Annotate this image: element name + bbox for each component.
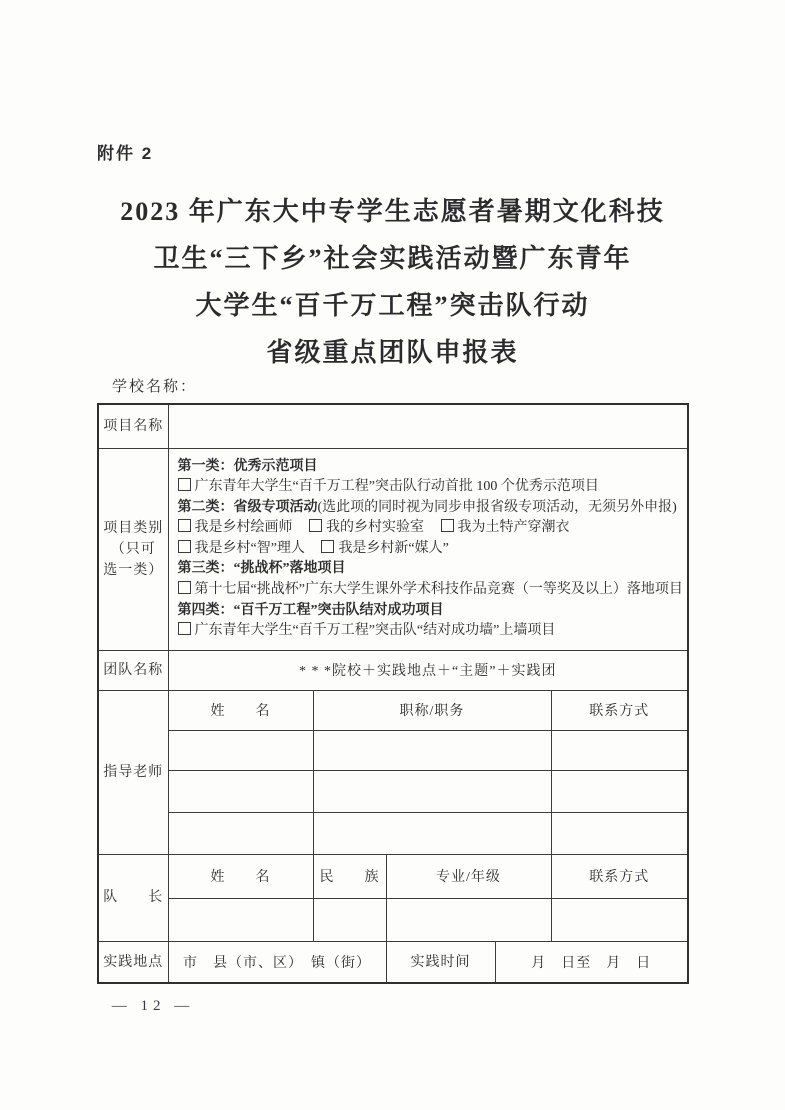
advisor-row-2 [98,770,688,812]
checkbox-icon [321,540,334,553]
category-2-heading [178,498,684,519]
option-label: 我是乡村“智”理人 [194,540,305,556]
option-label: 广东青年大学生“百千万工程”突击队“结对成功墙”上墙项目 [194,623,556,639]
leader-name-cell [168,898,313,941]
practice-time-value: 月 日至 月 日 [495,941,688,983]
leader-ethnicity-cell [313,898,386,941]
category-3-heading-text: 第三类：“挑战杯”落地项目 [177,561,346,577]
practice-row [98,941,688,983]
advisor-name-header: 姓 名 [168,690,313,730]
checkbox-icon [309,519,322,532]
project-name-value-cell [168,404,688,448]
advisor-2-title-cell [313,770,551,812]
option-label: 我的乡村实验室 [326,520,424,536]
category-4-option-line [178,621,684,642]
advisor-2-name-cell [168,770,313,812]
leader-major-header: 专业/年级 [386,854,551,898]
project-category-row [98,448,688,650]
project-name-label: 项目名称 [98,404,168,448]
option-label: 广东青年大学生“百千万工程”突击队行动首批 100 个优秀示范项目 [194,479,599,495]
title-line-2: 卫生“三下乡”社会实践活动暨广东青年 [153,244,632,273]
advisor-1-name-cell [168,730,313,770]
advisor-row-3 [98,812,688,854]
leader-ethnicity-header: 民 族 [313,854,386,898]
advisors-label: 指导老师 [98,690,168,854]
checkbox-option [178,541,305,556]
practice-location-text: 市 县（市、区） 镇（街） [168,941,386,983]
form-title [40,188,745,376]
checkbox-option [178,520,293,535]
advisor-title-header: 职称/职务 [313,690,551,730]
advisor-3-title-cell [313,812,551,854]
leader-contact-cell [551,898,688,941]
option-label: 我为土特产穿潮衣 [457,520,570,536]
page-number: — 12 — [111,998,195,1014]
checkbox-option [178,582,683,597]
advisor-1-contact-cell [551,730,688,770]
option-label: 我是乡村绘画师 [194,520,293,536]
option-label: 我是乡村新“媒人” [338,540,449,556]
category-1-option-line [178,477,684,498]
application-table [97,403,689,984]
checkbox-option [309,520,424,535]
project-category-label-line-3: 选一类） [103,562,164,578]
attachment-label: 附件 2 [97,144,154,163]
category-4-heading-text: 第四类：“百千万工程”突击队结对成功项目 [177,602,444,618]
leader-row [98,898,688,941]
checkbox-icon [178,622,191,635]
project-category-label [98,448,168,650]
advisor-row-1 [98,730,688,770]
category-3-heading [178,559,684,580]
option-label: 第十七届“挑战杯”广东大学生课外学术科技作品竞赛（一等奖及以上）落地项目 [194,582,683,598]
checkbox-icon [441,519,454,532]
leader-name-header: 姓 名 [168,854,313,898]
category-3-option-line [178,580,684,601]
practice-time-label: 实践时间 [386,941,495,983]
checkbox-icon [178,581,191,594]
advisor-1-title-cell [313,730,551,770]
leader-major-cell [386,898,551,941]
project-category-options-cell [168,448,688,650]
leader-label: 队 长 [98,854,168,941]
team-name-label: 团队名称 [98,650,168,690]
leader-contact-header: 联系方式 [551,854,688,898]
team-name-row [98,650,688,690]
team-name-value: * * *院校＋实践地点＋“主题”＋实践团 [168,650,688,690]
title-line-1: 2023 年广东大中专学生志愿者暑期文化科技 [120,197,665,226]
project-name-row [98,404,688,448]
category-1-heading-text: 第一类：优秀示范项目 [177,458,318,474]
title-line-3: 大学生“百千万工程”突击队行动 [195,291,590,320]
advisor-3-name-cell [168,812,313,854]
title-line-4: 省级重点团队申报表 [266,338,519,367]
checkbox-icon [178,519,191,532]
checkbox-option [321,541,448,556]
category-2-option-line-2 [178,539,684,560]
checkbox-option [178,623,556,638]
checkbox-icon [178,540,191,553]
category-4-heading [178,601,684,622]
leader-header-row [98,854,688,898]
category-1-heading [178,457,684,478]
project-category-label-line-1: 项目类别 [103,520,164,536]
category-2-heading-text: 第二类：省级专项活动 [177,499,318,515]
project-category-label-line-2: （只可 [110,541,156,557]
advisor-contact-header: 联系方式 [551,690,688,730]
advisor-3-contact-cell [551,812,688,854]
checkbox-icon [178,478,191,491]
checkbox-option [441,520,570,535]
checkbox-option [178,479,599,494]
school-name-label: 学校名称： [112,379,198,395]
practice-location-label: 实践地点 [98,941,168,983]
advisors-header-row [98,690,688,730]
category-2-heading-note: (选此项的同时视为同步申报省级专项活动，无须另外申报) [317,499,677,515]
advisor-2-contact-cell [551,770,688,812]
category-2-option-line-1 [178,518,684,539]
